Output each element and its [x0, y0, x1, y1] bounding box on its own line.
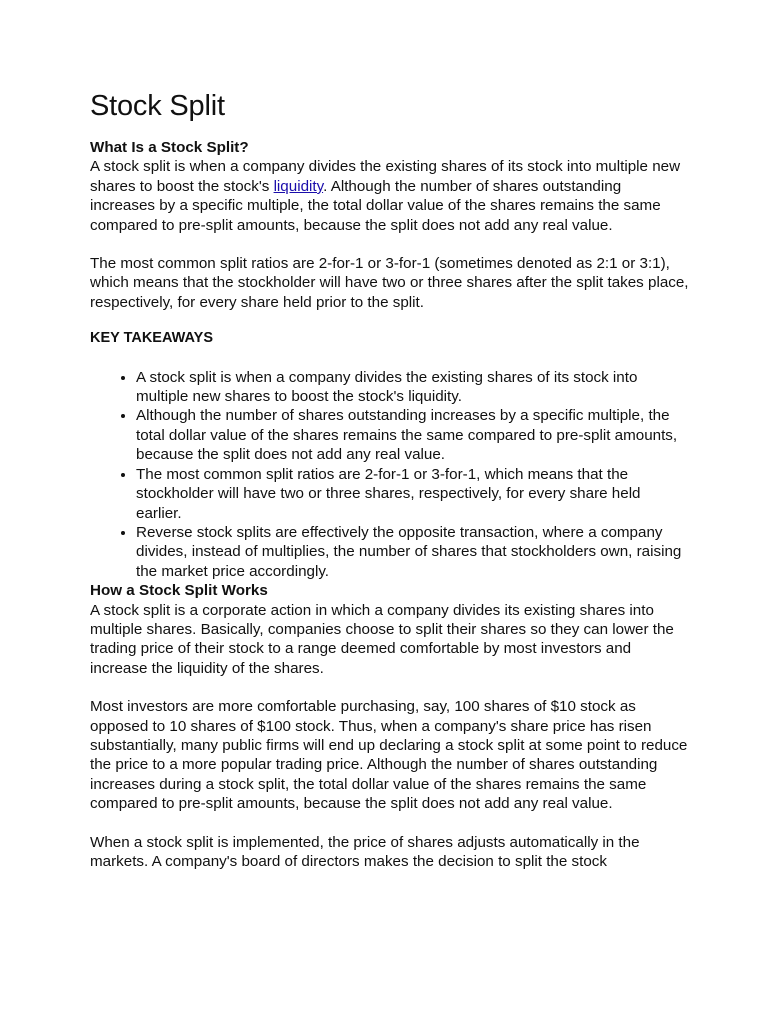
- paragraph-definition: [90, 157, 690, 235]
- paragraph-split-ratios: The most common split ratios are 2-for-1 or 3-for-1 (sometimes denoted as 2:1 or 3:1), which means that the stockholder will have two or three shares after the split takes place, respectively, for every share held prior to the split.: [90, 255, 689, 311]
- list-item: • The most common split ratios are 2-for-1 or 3-for-1, which means that the stockholder will have two or three shares, respectively, for every share held earlier.: [136, 465, 690, 523]
- document-title: Stock Split: [90, 90, 225, 122]
- paragraph-corporate-action: A stock split is a corporate action in which a company divides its existing shares into multiple shares. Basically, companies choose to split their shares so they can lower the trading price of their stock to a range deemed comfortable by most investors and increase the liquidity of the shares.: [90, 601, 674, 677]
- paragraph-implementation: When a stock split is implemented, the price of shares adjusts automatically in the markets. A company's board of directors makes the decision to split the stock: [90, 833, 640, 870]
- section-heading-what-is: What Is a Stock Split?: [90, 139, 249, 156]
- section-heading-how-it-works: How a Stock Split Works: [90, 582, 268, 600]
- paragraph-investors: Most investors are more comfortable purchasing, say, 100 shares of $10 stock as opposed to 10 shares of $100 stock. Thus, when a company's share price has risen substantially, many public firms will end up declaring a stock split at some point to reduce the price to a more popular trading price. Although the number of shares outstanding increases during a stock split, the total dollar value of the shares remains the same compared to pre-split amounts, because the split does not add any real value.: [90, 698, 688, 813]
- liquidity-link[interactable]: liquidity: [273, 177, 324, 195]
- list-item: • A stock split is when a company divides the existing shares of its stock into multiple new shares to boost the stock's liquidity.: [136, 368, 690, 407]
- key-takeaways-heading: KEY TAKEAWAYS: [90, 330, 214, 347]
- paragraph-text: A stock split is when a company divides the existing shares of its stock into multiple new shares to boost the stock's: [90, 158, 681, 195]
- list-item: • Although the number of shares outstanding increases by a specific multiple, the total dollar value of the shares remains the same compared to pre-split amounts, because the split does not add any real value.: [136, 406, 690, 464]
- list-item: • Reverse stock splits are effectively the opposite transaction, where a company divides, instead of multiplies, the number of shares that stockholders own, raising the market price accordingly.: [136, 523, 690, 581]
- key-takeaways-list: [90, 368, 690, 581]
- paragraph-text: . Although the number of shares outstanding increases by a specific multiple, the total dollar value of the shares remains the same compared to pre-split amounts, because the split does not add any real value.: [90, 177, 661, 234]
- document-page: [90, 88, 690, 871]
